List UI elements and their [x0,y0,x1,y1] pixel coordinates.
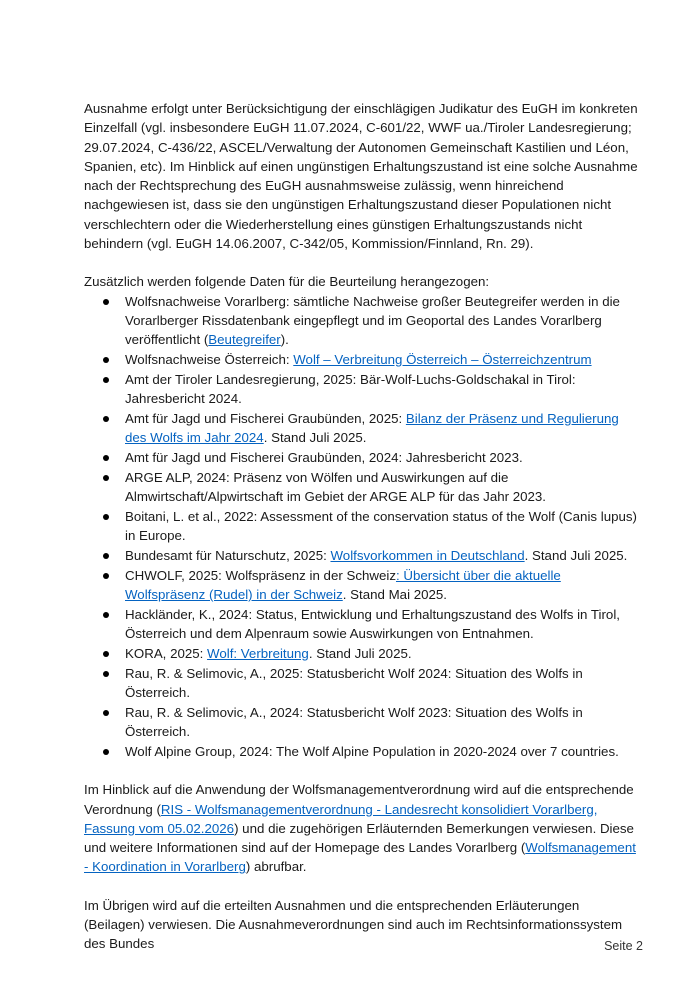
source-text-suffix: . Stand Juli 2025. [308,646,412,662]
bullet-icon [103,357,109,363]
source-text-suffix: ). [280,332,289,348]
source-list-item [84,409,640,448]
source-link[interactable]: Wolf – Verbreitung Österreich – Österreichzentrum [293,352,592,368]
source-text: Wolfsnachweise Vorarlberg: sämtliche Nachweise großer Beutegreifer werden in die Vorarlberger Rissdatenbank eingepflegt und im Geoportal des Landes Vorarlberg veröffentlicht ( [125,293,620,348]
source-text: KORA, 2025: [125,646,208,662]
regulation-text-3: ) abrufbar. [245,859,307,875]
source-text: Bundesamt für Naturschutz, 2025: [125,548,331,564]
regulation-text-1: Im Hinblick auf die Anwendung der Wolfsmanagementverordnung wird auf die entsprechende Verordnung ( [84,782,634,817]
source-text: ARGE ALP, 2024: Präsenz von Wölfen und Auswirkungen auf die Almwirtschaft/Alpwirtschaft im Gebiet der ARGE ALP für das Jahr 2023. [125,469,547,505]
wolf-management-link[interactable]: Wolfsmanagement - Koordination in Vorarlberg [84,840,636,875]
source-text-suffix: . Stand Juli 2025. [524,548,628,564]
ris-regulation-link[interactable]: RIS - Wolfsmanagementverordnung - Landesrecht konsolidiert Vorarlberg, Fassung vom 05.02.2026 [84,801,598,836]
bullet-icon [103,299,109,305]
closing-paragraph: Im Übrigen wird auf die erteilten Ausnahmen und die entsprechenden Erläuterungen (Beilagen) verwiesen. Die Ausnahmeverordnungen sind auch im Rechtsinformationssystem des Bundes [84,897,623,952]
source-list-item [84,350,640,369]
bullet-icon [103,416,109,422]
source-list-item [84,468,640,507]
source-text: CHWOLF, 2025: Wolfspräsenz in der Schweiz [125,567,396,583]
source-list-item [84,703,640,742]
bullet-icon [103,455,109,461]
source-link[interactable]: : Übersicht über die aktuelle Wolfspräsenz (Rudel) in der Schweiz [125,567,561,603]
source-list-item [84,742,640,761]
source-link[interactable]: Wolf: Verbreitung [207,646,309,662]
bullet-icon [103,475,109,481]
source-text: Rau, R. & Selimovic, A., 2025: Statusbericht Wolf 2024: Situation des Wolfs in Österreich. [125,665,583,701]
source-text: Wolf Alpine Group, 2024: The Wolf Alpine Population in 2020-2024 over 7 countries. [125,744,619,759]
source-link[interactable]: Wolfsvorkommen in Deutschland [330,548,525,564]
source-text: Boitani, L. et al., 2022: Assessment of the conservation status of the Wolf (Canis lupus) in Europe. [125,508,637,544]
bullet-icon [103,710,109,716]
intro-paragraph: Ausnahme erfolgt unter Berücksichtigung der einschlägigen Judikatur des EuGH im konkreten Einzelfall (vgl. insbesondere EuGH 11.07.2024, C-601/22, WWF ua./Tiroler Landesregierung; 29.07.2024, C-436/22, ASCEL/Verwaltung der Autonomen Gemeinschaft Kastilien und Léon, Spanien, etc). Im Hinblick auf einen ungünstigen Erhaltungszustand ist eine solche Ausnahme nach der Rechtsprechung des EuGH ausnahmsweise zulässig, wenn hinreichend nachgewiesen ist, dass sie den ungünstigen Erhaltungszustand dieser Populationen nicht verschlechtern oder die Wiederherstellung eines günstigen Erhaltungszustands nicht behindern (vgl. EuGH 14.06.2007, C-342/05, Kommission/Finnland, Rn. 29). [84,101,638,252]
source-list-item [84,546,640,565]
source-list-item [84,507,640,546]
source-text: Rau, R. & Selimovic, A., 2024: Statusbericht Wolf 2023: Situation des Wolfs in Österreich. [125,704,583,740]
sources-intro: Zusätzlich werden folgende Daten für die Beurteilung herangezogen: [84,274,490,290]
regulation-paragraph [84,780,640,876]
source-list-item [84,292,640,350]
bullet-icon [103,377,109,383]
source-text: Amt für Jagd und Fischerei Graubünden, 2024: Jahresbericht 2023. [125,450,523,466]
source-text-suffix: . Stand Juli 2025. [263,430,367,446]
source-list-item [84,664,640,703]
source-list-item [84,644,640,663]
bullet-icon [103,651,109,657]
document-body [84,99,640,954]
source-list-item [84,448,640,467]
bullet-icon [103,671,109,677]
bullet-icon [103,749,109,755]
source-text-suffix: . Stand Mai 2025. [342,587,447,603]
source-text: Amt für Jagd und Fischerei Graubünden, 2025: [125,410,406,426]
source-list-item [84,370,640,409]
source-text: Hackländer, K., 2024: Status, Entwicklung und Erhaltungszustand des Wolfs in Tirol, Österreich und dem Alpenraum sowie Auswirkungen von Entnahmen. [125,606,620,642]
page-number: Seite 2 [604,939,643,953]
source-list-item [84,566,640,605]
bullet-icon [103,573,109,579]
bullet-icon [103,612,109,618]
sources-list [84,292,640,762]
source-link[interactable]: Beutegreifer [208,332,281,348]
bullet-icon [103,514,109,520]
source-text: Wolfsnachweise Österreich: [125,352,294,368]
bullet-icon [103,553,109,559]
source-text: Amt der Tiroler Landesregierung, 2025: Bär-Wolf-Luchs-Goldschakal in Tirol: Jahresbericht 2024. [125,371,576,407]
source-list-item [84,605,640,644]
regulation-text-2: ) und die zugehörigen Erläuternden Bemerkungen verwiesen. Diese und weitere Informationen sind auf der Homepage des Landes Vorarlberg ( [84,820,634,856]
source-link[interactable]: Bilanz der Präsenz und Regulierung des Wolfs im Jahr 2024 [125,410,619,446]
